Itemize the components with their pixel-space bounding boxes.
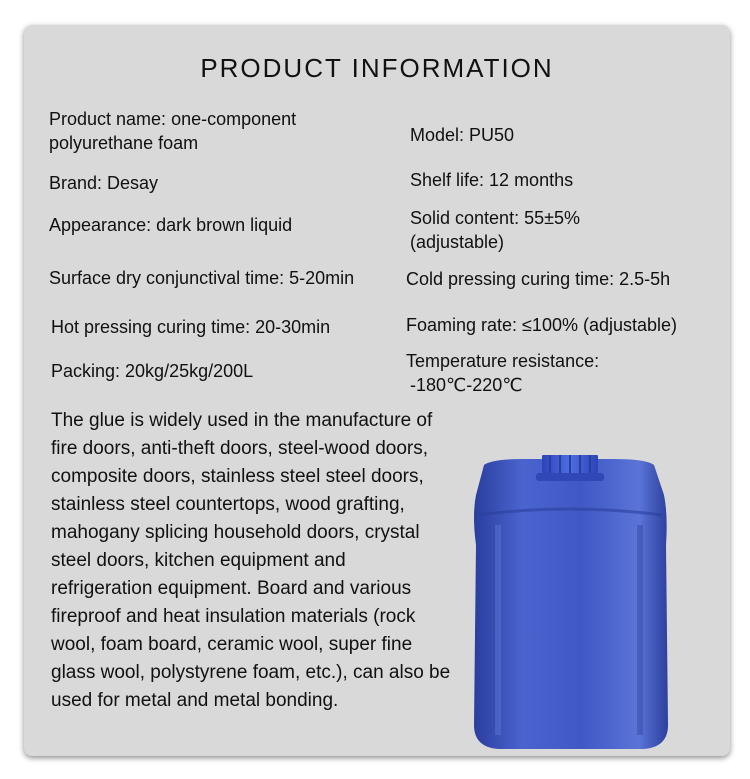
spec-temperature-line2: -180℃-220℃ — [410, 375, 523, 395]
product-description: The glue is widely used in the manufacture of fire doors, anti-theft doors, steel-wood doors, composite doors, stainless steel steel doors, stainless steel countertops, wood grafting, mahogany splicing household doors, crystal steel doors, kitchen equipment and refrigeration equipment. Board and various fireproof and heat insulation materials (rock wool, foam board, ceramic wool, super fine glass wool, polystyrene foam, etc.), can also be used for metal and metal bonding. — [51, 410, 451, 711]
spec-solid-content — [410, 206, 580, 254]
spec-temperature — [406, 349, 599, 397]
product-info-card — [24, 25, 730, 756]
spec-solid-content-line2: (adjustable) — [410, 232, 505, 252]
spec-temperature-line1: Temperature resistance: — [406, 351, 600, 371]
spec-brand: Brand: Desay — [49, 173, 159, 193]
spec-product-name-line2: polyurethane foam — [49, 133, 199, 153]
spec-cold-pressing: Cold pressing curing time: 2.5-5h — [406, 269, 671, 289]
spec-hot-pressing: Hot pressing curing time: 20-30min — [51, 317, 331, 337]
page-title: PRODUCT INFORMATION — [200, 53, 554, 83]
spec-appearance: Appearance: dark brown liquid — [49, 215, 293, 235]
spec-surface-dry: Surface dry conjunctival time: 5-20min — [49, 268, 355, 288]
spec-model: Model: PU50 — [410, 125, 515, 145]
spec-product-name-line1: Product name: one-component — [49, 109, 297, 129]
spec-shelf-life: Shelf life: 12 months — [410, 170, 574, 190]
spec-product-name — [49, 107, 296, 155]
spec-packing: Packing: 20kg/25kg/200L — [51, 361, 254, 381]
spec-solid-content-line1: Solid content: 55±5% — [410, 208, 580, 228]
spec-foaming-rate: Foaming rate: ≤100% (adjustable) — [406, 315, 678, 335]
blue-jerrycan-icon — [464, 455, 674, 755]
